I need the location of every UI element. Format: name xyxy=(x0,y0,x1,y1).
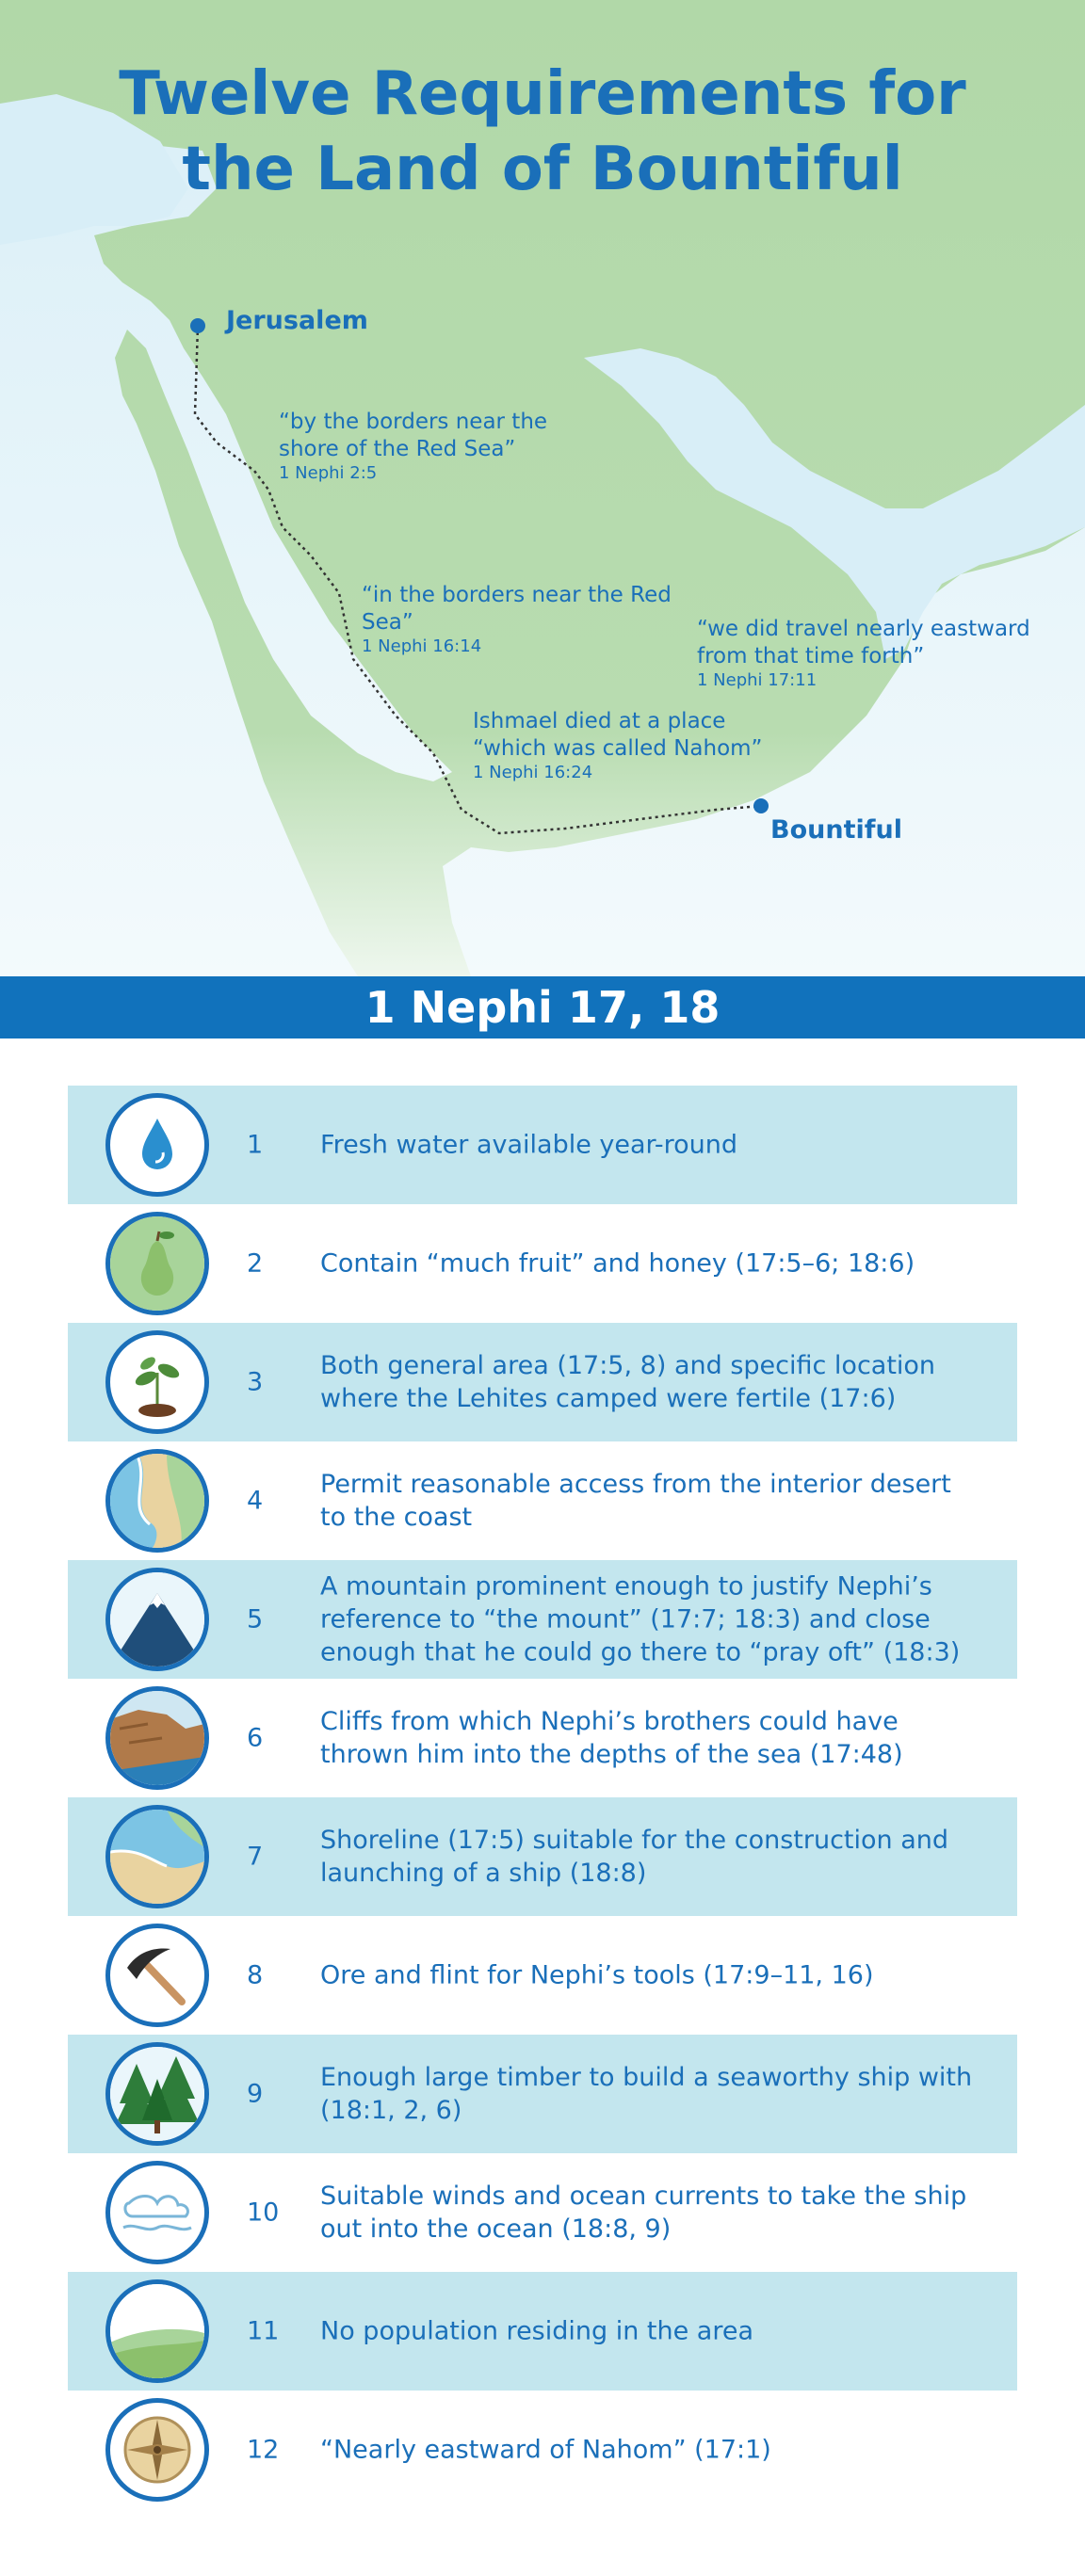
requirement-text: “Nearly eastward of Nahom” (17:1) xyxy=(320,2435,771,2465)
requirement-row xyxy=(68,1204,1017,1323)
requirement-text: Ore and flint for Nephi’s tools (17:9–11, 16) xyxy=(320,1960,874,1990)
requirement-row xyxy=(68,1323,1017,1441)
requirement-text: Suitable winds and ocean currents to take the ship out into the ocean (18:8, 9) xyxy=(320,2182,967,2244)
requirement-number: 9 xyxy=(247,2079,264,2109)
quote-travel-eastward xyxy=(697,616,1036,691)
requirements-list xyxy=(68,1086,1017,2509)
quote-nahom xyxy=(473,708,765,783)
quote-text: “by the borders near the shore of the Red Sea” xyxy=(279,410,548,461)
requirement-number: 11 xyxy=(247,2316,280,2346)
requirement-text: Contain “much fruit” and honey (17:5–6; 18:6) xyxy=(320,1248,915,1279)
requirement-text: Fresh water available year-round xyxy=(320,1130,738,1160)
page-title xyxy=(0,56,1085,207)
shoreline-icon xyxy=(105,1805,209,1908)
requirement-number: 6 xyxy=(247,1723,264,1753)
requirement-row xyxy=(68,2153,1017,2272)
quote-reference: 1 Nephi 16:24 xyxy=(473,763,593,782)
wind-waves-icon xyxy=(105,2161,209,2264)
mountain-icon xyxy=(105,1568,209,1671)
requirement-number: 3 xyxy=(247,1367,264,1397)
coast-icon xyxy=(105,1449,209,1553)
requirement-number: 4 xyxy=(247,1486,264,1516)
compass-icon xyxy=(105,2398,209,2502)
water-drop-icon xyxy=(105,1093,209,1197)
requirement-row xyxy=(68,1679,1017,1797)
requirement-number: 7 xyxy=(247,1842,264,1872)
requirement-row xyxy=(68,2035,1017,2153)
pickaxe-icon xyxy=(105,1924,209,2027)
quote-reference: 1 Nephi 17:11 xyxy=(697,670,818,690)
requirement-text: Shoreline (17:5) suitable for the construction and launching of a ship (18:8) xyxy=(320,1826,949,1888)
requirement-number: 12 xyxy=(247,2435,280,2465)
quote-red-sea-shore xyxy=(279,409,580,484)
bountiful-marker xyxy=(753,798,769,813)
requirement-text: Both general area (17:5, 8) and specific location where the Lehites camped were fertile (17:6) xyxy=(320,1351,936,1413)
requirement-row xyxy=(68,1916,1017,2035)
quote-text: “in the borders near the Red Sea” xyxy=(362,583,672,635)
requirement-row xyxy=(68,2391,1017,2509)
title-line-1: Twelve Requirements for xyxy=(119,59,966,129)
pear-icon xyxy=(105,1212,209,1315)
cliffs-icon xyxy=(105,1686,209,1790)
seedling-icon xyxy=(105,1330,209,1434)
requirement-row xyxy=(68,1797,1017,1916)
quote-reference: 1 Nephi 2:5 xyxy=(279,463,378,483)
empty-land-icon xyxy=(105,2279,209,2383)
requirement-row xyxy=(68,1086,1017,1204)
requirement-text: A mountain prominent enough to justify Nephi’s reference to “the mount” (17:7; 18:3) and close enough that he could go there to “pray oft” (18:3) xyxy=(320,1571,961,1667)
quote-borders-red-sea xyxy=(362,582,682,657)
requirement-number: 8 xyxy=(247,1960,264,1990)
title-line-2: the Land of Bountiful xyxy=(182,135,903,204)
requirement-text: Permit reasonable access from the interior desert to the coast xyxy=(320,1470,951,1532)
requirement-row xyxy=(68,1441,1017,1560)
chapter-banner: 1 Nephi 17, 18 xyxy=(0,976,1085,1038)
jerusalem-marker xyxy=(190,318,205,333)
requirement-number: 10 xyxy=(247,2198,280,2228)
requirement-row xyxy=(68,2272,1017,2391)
requirement-text: No population residing in the area xyxy=(320,2316,754,2346)
requirement-row xyxy=(68,1560,1017,1679)
route-map xyxy=(0,0,1085,976)
quote-reference: 1 Nephi 16:14 xyxy=(362,636,482,656)
requirement-number: 2 xyxy=(247,1248,264,1279)
quote-text: Ishmael died at a place “which was called Nahom” xyxy=(473,709,763,761)
requirement-number: 1 xyxy=(247,1130,264,1160)
quote-text: “we did travel nearly eastward from that time forth” xyxy=(697,617,1030,668)
jerusalem-label: Jerusalem xyxy=(226,306,368,335)
trees-icon xyxy=(105,2042,209,2146)
requirement-text: Enough large timber to build a seaworthy ship with (18:1, 2, 6) xyxy=(320,2063,973,2125)
requirement-text: Cliffs from which Nephi’s brothers could have thrown him into the depths of the sea (17:48) xyxy=(320,1707,903,1769)
bountiful-label: Bountiful xyxy=(770,815,902,845)
requirement-number: 5 xyxy=(247,1604,264,1634)
